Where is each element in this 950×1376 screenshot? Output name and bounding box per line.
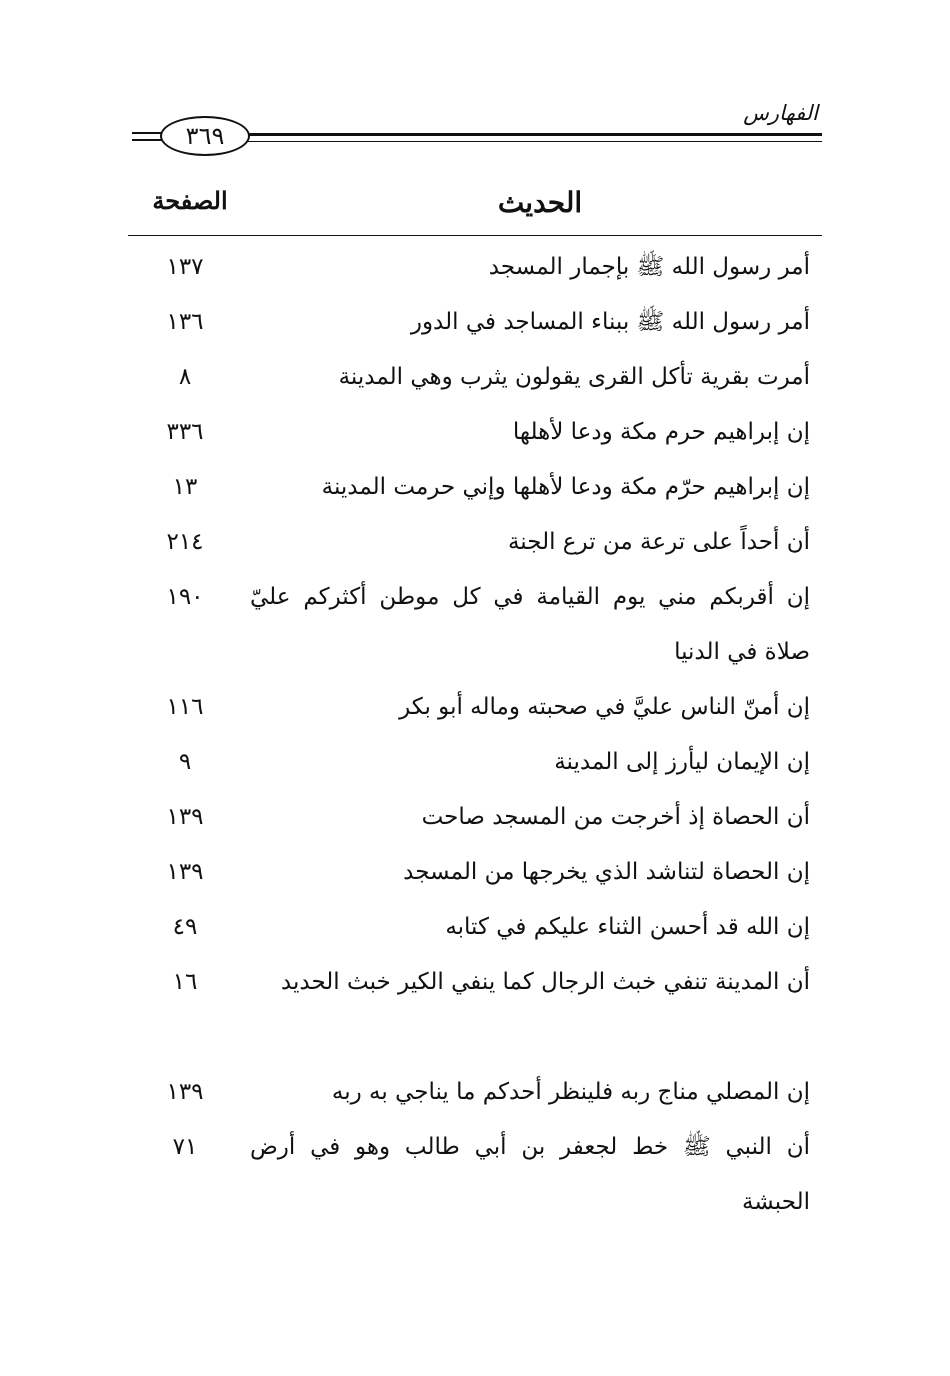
index-rows	[0, 240, 950, 1230]
running-title: الفهارس	[743, 101, 818, 125]
hadith-text: أمر رسول الله ﷺ ببناء المساجد في الدور	[410, 309, 810, 335]
page-reference: ١١٦	[166, 694, 204, 720]
page-number: ٣٦٩	[160, 116, 250, 156]
index-row	[0, 1120, 950, 1230]
index-row	[0, 460, 950, 515]
hadith-text: أن المدينة تنفي خبث الرجال كما ينفي الكير خبث الحديد	[280, 969, 810, 995]
table-heading-rule	[128, 235, 822, 236]
index-row	[0, 680, 950, 735]
index-row	[0, 350, 950, 405]
page-reference: ١٦	[172, 969, 198, 995]
header-rule-thin	[245, 141, 822, 142]
index-row	[0, 515, 950, 570]
index-row	[0, 295, 950, 350]
page-reference: ١٣٩	[166, 804, 204, 830]
page-reference: ٨	[178, 364, 192, 390]
hadith-text: أن النبي ﷺ خط لجعفر بن أبي طالب وهو في أرض الحبشة	[250, 1134, 810, 1215]
hadith-text: إن المصلي مناج ربه فلينظر أحدكم ما يناجي به ربه	[331, 1079, 810, 1105]
index-row	[0, 790, 950, 845]
hadith-text: إن الإيمان ليأرز إلى المدينة	[554, 749, 810, 775]
index-row	[0, 1065, 950, 1120]
hadith-text: إن الله قد أحسن الثناء عليكم في كتابه	[445, 914, 810, 940]
page-reference: ٣٣٦	[166, 419, 204, 445]
column-heading-hadith: الحديث	[497, 186, 583, 219]
hadith-text: إن أقربكم مني يوم القيامة في كل موطن أكثركم عليّ صلاة في الدنيا	[250, 584, 810, 665]
page-reference: ٩	[178, 749, 192, 775]
index-row	[0, 240, 950, 295]
page-reference: ١٩٠	[166, 584, 204, 610]
hadith-text: أن الحصاة إذ أخرجت من المسجد صاحت	[421, 804, 810, 830]
header-rule-thick	[245, 133, 822, 136]
hadith-text: إن الحصاة لتناشد الذي يخرجها من المسجد	[403, 859, 810, 885]
page-reference: ١٣	[172, 474, 198, 500]
page-reference: ٤٩	[172, 914, 198, 940]
hadith-text: أن أحداً على ترعة من ترع الجنة	[507, 529, 810, 555]
page-reference: ٢١٤	[166, 529, 204, 555]
page-reference: ١٣٧	[166, 254, 204, 280]
hadith-text: أمرت بقرية تأكل القرى يقولون يثرب وهي المدينة	[338, 364, 810, 390]
hadith-text: أمر رسول الله ﷺ بإجمار المسجد	[488, 254, 810, 280]
page-reference: ١٣٦	[166, 309, 204, 335]
index-row	[0, 405, 950, 460]
page-reference: ١٣٩	[166, 1079, 204, 1105]
column-heading-page: الصفحة	[152, 186, 228, 215]
index-row	[0, 735, 950, 790]
index-row	[0, 570, 950, 680]
index-row	[0, 845, 950, 900]
index-row	[0, 900, 950, 955]
page-reference: ١٣٩	[166, 859, 204, 885]
hadith-text: إن أمنّ الناس عليَّ في صحبته وماله أبو بكر	[399, 694, 810, 720]
hadith-text: إن إبراهيم حرم مكة ودعا لأهلها	[512, 419, 810, 445]
page-reference: ٧١	[172, 1134, 198, 1160]
index-row	[0, 955, 950, 1065]
hadith-text: إن إبراهيم حرّم مكة ودعا لأهلها وإني حرمت المدينة	[321, 474, 810, 500]
